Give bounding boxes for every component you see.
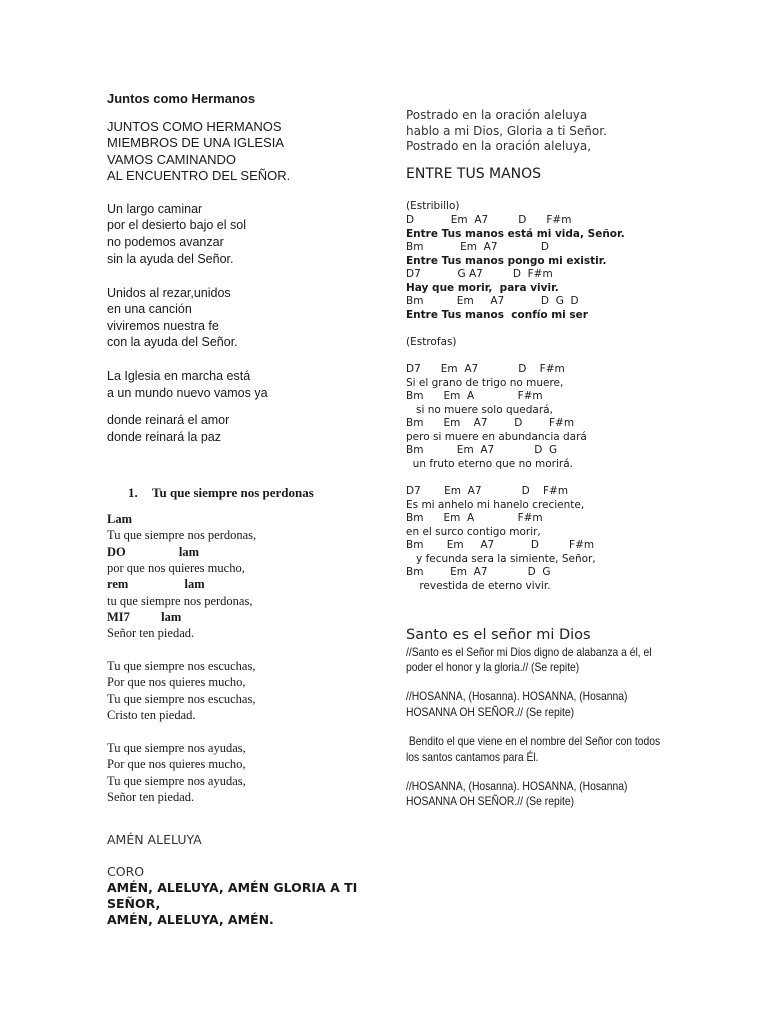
- chord-line: D7 Em A7 D F#m: [406, 485, 569, 497]
- chord-line: Bm Em A7 D G: [406, 444, 558, 456]
- verse-line: Tu que siempre nos ayudas,: [107, 774, 246, 788]
- chord-line: Bm Em A7 D G D: [406, 295, 579, 307]
- lyric-line: y fecunda sera la simiente, Señor,: [406, 553, 596, 565]
- verse-line: a un mundo nuevo vamos ya: [107, 386, 268, 400]
- verse-line: Tu que siempre nos perdonas,: [107, 528, 257, 542]
- lyric-line: si no muere solo quedará,: [406, 404, 553, 416]
- coro-line: AMÉN, ALELUYA, AMÉN GLORIA A TI: [107, 880, 358, 895]
- lyric-line: Entre Tus manos pongo mi existir.: [406, 255, 607, 267]
- verse-line: por que nos quieres mucho,: [107, 561, 245, 575]
- verse-line: con la ayuda del Señor.: [107, 335, 238, 349]
- song-title-amen: AMÉN ALELUYA: [107, 832, 202, 847]
- coro-line: SEÑOR,: [107, 896, 161, 911]
- verse-line: donde reinará el amor: [107, 413, 230, 427]
- lyric-line: Si el grano de trigo no muere,: [406, 377, 564, 389]
- lyric-line: los santos cantamos para Él.: [406, 750, 539, 764]
- chord-line: D7 G A7 D F#m: [406, 268, 553, 280]
- verse-line: Postrado en la oración aleluya: [406, 108, 588, 122]
- lyric-line: Entre Tus manos confío mi ser: [406, 309, 588, 321]
- chord-line: Bm Em A7 D F#m: [406, 417, 575, 429]
- lyric-line: Entre Tus manos está mi vida, Señor.: [406, 228, 625, 240]
- lyric-line: pero si muere en abundancia dará: [406, 431, 587, 443]
- chord-line: rem lam: [107, 577, 205, 591]
- coro-line: AMÉN, ALELUYA, AMÉN.: [107, 912, 274, 927]
- chord-line: D Em A7 D F#m: [406, 214, 572, 226]
- lyric-line: Es mi anhelo mi hanelo creciente,: [406, 499, 585, 511]
- verse-line: Unidos al rezar,unidos: [107, 286, 231, 300]
- lyric-line: en el surco contigo morir,: [406, 526, 541, 538]
- verse-line: Señor ten piedad.: [107, 790, 195, 804]
- song-title-perdonas: Tu que siempre nos perdonas: [152, 485, 314, 500]
- verse-line: en una canción: [107, 302, 192, 316]
- verse-line: Cristo ten piedad.: [107, 708, 196, 722]
- list-number: 1.: [128, 485, 138, 500]
- verse-line: tu que siempre nos perdonas,: [107, 594, 253, 608]
- verse-line: donde reinará la paz: [107, 430, 221, 444]
- lyric-line: //HOSANNA, (Hosanna). HOSANNA, (Hosanna): [406, 689, 628, 703]
- lyric-line: un fruto eterno que no morirá.: [406, 458, 573, 470]
- verse-line: Tu que siempre nos ayudas,: [107, 741, 246, 755]
- verse-line: sin la ayuda del Señor.: [107, 252, 234, 266]
- section-label: (Estribillo): [406, 200, 460, 212]
- verse-line: La Iglesia en marcha está: [107, 369, 251, 383]
- lyric-line: poder el honor y la gloria.// (Se repite): [406, 660, 580, 674]
- chord-line: D7 Em A7 D F#m: [406, 363, 565, 375]
- lyric-line: Hay que morir, para vivir.: [406, 282, 559, 294]
- verse-line: hablo a mi Dios, Gloria a ti Señor.: [406, 124, 607, 138]
- lyric-line: //HOSANNA, (Hosanna). HOSANNA, (Hosanna): [406, 779, 628, 793]
- coro-label: CORO: [107, 864, 145, 879]
- chorus-line: JUNTOS COMO HERMANOS: [107, 119, 282, 134]
- verse-line: Un largo caminar: [107, 202, 203, 216]
- verse-line: por el desierto bajo el sol: [107, 218, 246, 232]
- verse-line: Por que nos quieres mucho,: [107, 675, 246, 689]
- lyric-line: HOSANNA OH SEÑOR.// (Se repite): [406, 794, 575, 808]
- section-label: (Estrofas): [406, 336, 457, 348]
- song-title-juntos: Juntos como Hermanos: [107, 91, 256, 106]
- lyric-line: Bendito el que viene en el nombre del Señor con todos: [406, 734, 661, 748]
- verse-line: Por que nos quieres mucho,: [107, 757, 246, 771]
- verse-line: Postrado en la oración aleluya,: [406, 139, 592, 153]
- chord-line: Bm Em A7 D: [406, 241, 550, 253]
- chord-line: Bm Em A7 D G: [406, 566, 551, 578]
- song-title-santo: Santo es el señor mi Dios: [406, 627, 591, 643]
- chord-line: Bm Em A F#m: [406, 512, 543, 524]
- song-title-entre-tus-manos: ENTRE TUS MANOS: [406, 166, 542, 182]
- verse-line: Señor ten piedad.: [107, 626, 195, 640]
- verse-line: Tu que siempre nos escuchas,: [107, 659, 256, 673]
- chorus-line: VAMOS CAMINANDO: [107, 152, 237, 167]
- chord-line: Bm Em A F#m: [406, 390, 543, 402]
- chord-line: Bm Em A7 D F#m: [406, 539, 595, 551]
- lyric-line: revestida de eterno vivir.: [406, 580, 551, 592]
- lyric-line: HOSANNA OH SEÑOR.// (Se repite): [406, 705, 575, 719]
- lyric-line: //Santo es el Señor mi Dios digno de alabanza a él, el: [406, 645, 652, 659]
- verse-line: Tu que siempre nos escuchas,: [107, 692, 256, 706]
- chord-line: DO lam: [107, 545, 200, 559]
- chorus-line: MIEMBROS DE UNA IGLESIA: [107, 135, 284, 150]
- chord-line: MI7 lam: [107, 610, 182, 624]
- chorus-line: AL ENCUENTRO DEL SEÑOR.: [107, 168, 291, 183]
- chord-line: Lam: [107, 512, 132, 526]
- verse-line: no podemos avanzar: [107, 235, 224, 249]
- verse-line: viviremos nuestra fe: [107, 319, 219, 333]
